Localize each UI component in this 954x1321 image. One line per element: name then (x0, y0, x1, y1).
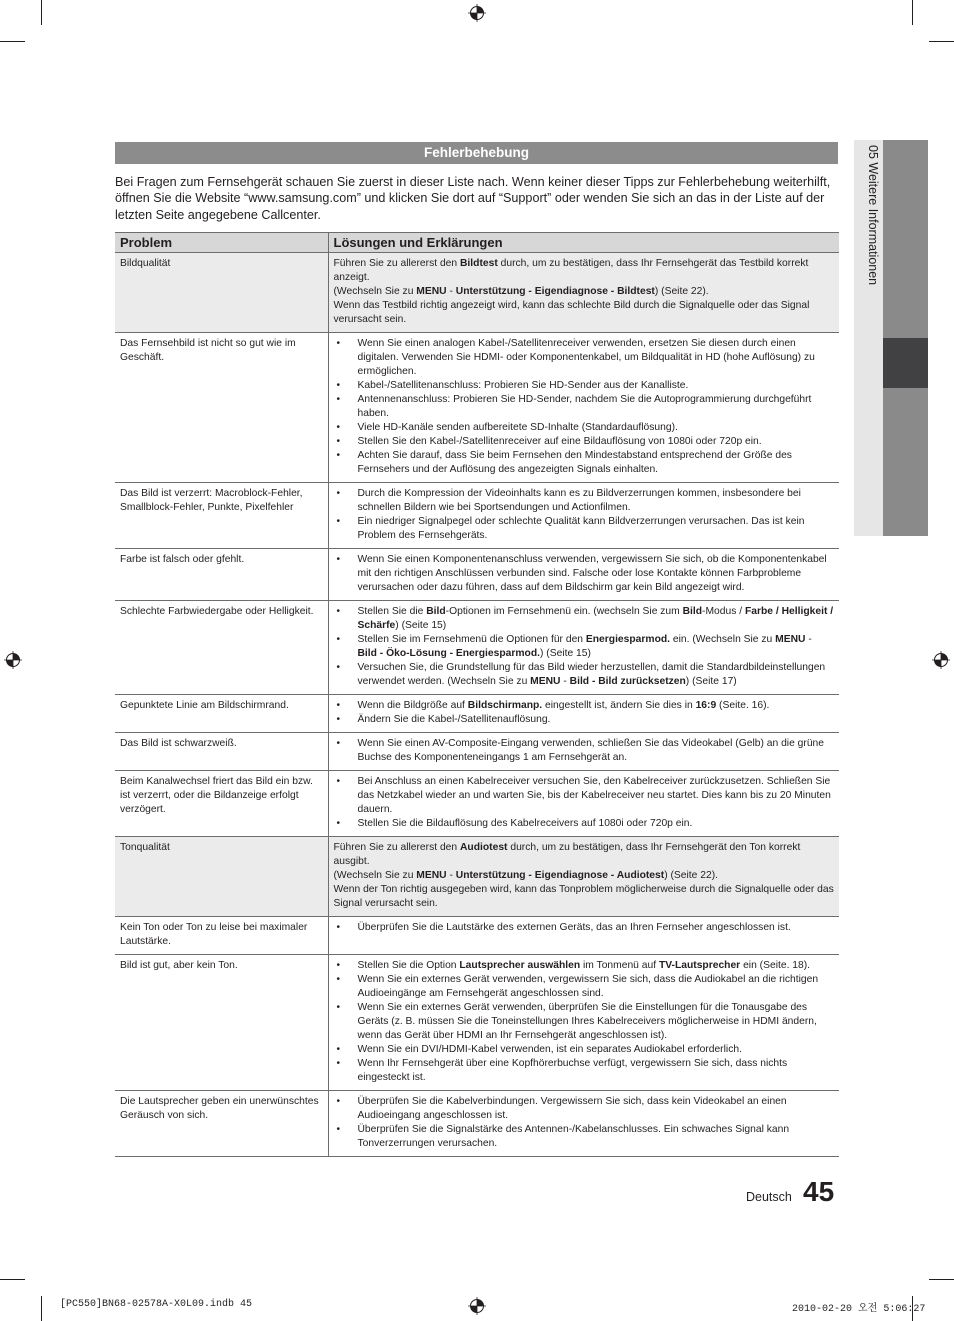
table-row (115, 917, 839, 955)
page-number: 45 (803, 1176, 835, 1207)
problem-cell: Bild ist gut, aber kein Ton. (115, 955, 328, 1091)
problem-cell: Kein Ton oder Ton zu leise bei maximaler Lautstärke. (115, 917, 328, 955)
solution-paragraph: Führen Sie zu allererst den Bildtest durch, um zu bestätigen, dass Ihr Fernsehgerät das Testbild korrekt anzeigt. (333, 258, 809, 283)
solution-cell (328, 917, 839, 955)
solution-list-item: • Stellen Sie den Kabel-/Satellitenreceiver auf eine Bildauflösung von 1080i oder 720p ein. (334, 435, 835, 449)
solution-cell (328, 549, 839, 601)
registration-mark-icon (468, 4, 486, 22)
solution-paragraph: Führen Sie zu allererst den Audiotest durch, um zu bestätigen, dass Ihr Fernsehgerät den Ton korrekt ausgibt. (333, 842, 801, 867)
solution-list (334, 337, 835, 477)
problem-cell: Bildqualität (115, 253, 328, 333)
solution-list-item: • Wenn Sie ein DVI/HDMI-Kabel verwenden, ist ein separates Audiokabel erforderlich. (334, 1043, 835, 1057)
solution-list (334, 1095, 835, 1151)
table-row (115, 771, 839, 837)
solution-list-item: • Ein niedriger Signalpegel oder schlechte Qualität kann Bildverzerrungen verursachen. Das ist kein Problem des Fernsehgeräts. (334, 515, 835, 543)
chapter-tab-active-marker (883, 338, 928, 388)
solution-list-item: • Überprüfen Sie die Lautstärke des externen Geräts, das an Ihren Fernseher angeschlossen ist. (334, 921, 835, 935)
solution-paragraph: (Wechseln Sie zu MENU - Unterstützung - Eigendiagnose - Audiotest) (Seite 22). (333, 870, 718, 881)
solution-list-item: • Bei Anschluss an einen Kabelreceiver versuchen Sie, den Kabelreceiver zurückzusetzen. Schließen Sie das Netzkabel wieder an und warten Sie, bis der Kabelreceiver neu startet. Dies kann bis zu 20 Minuten dauern. (334, 775, 835, 817)
table-row (115, 483, 839, 549)
solution-cell (328, 771, 839, 837)
solution-list-item: • Überprüfen Sie die Signalstärke des Antennen-/Kabelanschlusses. Ein schwaches Signal kann Tonverzerrungen verursachen. (334, 1123, 835, 1151)
solution-cell (328, 601, 839, 695)
solution-list-item: • Kabel-/Satellitenanschluss: Probieren Sie HD-Sender aus der Kanalliste. (334, 379, 835, 393)
solution-list-item: • Stellen Sie die Option Lautsprecher auswählen im Tonmenü auf TV-Lautsprecher ein (Seite. 18). (334, 959, 835, 973)
crop-mark (929, 41, 954, 42)
problem-cell: Das Bild ist verzerrt: Macroblock-Fehler, Smallblock-Fehler, Punkte, Pixelfehler (115, 483, 328, 549)
solution-list-item: • Ändern Sie die Kabel-/Satellitenauflösung. (334, 713, 835, 727)
solution-list (334, 737, 835, 765)
solution-cell (328, 333, 839, 483)
solution-list (334, 959, 835, 1085)
table-body (115, 253, 839, 1157)
solution-list-item: • Wenn Sie einen AV-Composite-Eingang verwenden, schließen Sie das Videokabel (Gelb) an die grüne Buchse des Komponenteneingangs 1 am Fernsehgerät an. (334, 737, 835, 765)
solution-list-item: • Wenn Ihr Fernsehgerät über eine Kopfhörerbuchse verfügt, vergewissern Sie sich, dass nichts eingesteckt ist. (334, 1057, 835, 1085)
problem-cell: Beim Kanalwechsel friert das Bild ein bzw. ist verzerrt, oder die Bildanzeige erfolgt verzögert. (115, 771, 328, 837)
solution-cell (328, 253, 839, 333)
solution-list-item: • Versuchen Sie, die Grundstellung für das Bild wieder herzustellen, damit die Standardbildeinstellungen verwendet werden. (Wechseln Sie zu MENU - Bild - Bild zurücksetzen) (Seite 17) (334, 661, 835, 689)
solution-paragraph: Wenn das Testbild richtig angezeigt wird, kann das schlechte Bild durch die Signalquelle oder das Signal verursacht sein. (333, 300, 810, 325)
solution-list-item: • Überprüfen Sie die Kabelverbindungen. Vergewissern Sie sich, dass kein Videokabel an einen Audioeingang angeschlossen ist. (334, 1095, 835, 1123)
solution-cell (328, 837, 839, 917)
solution-list-item: • Achten Sie darauf, dass Sie beim Fernsehen den Mindestabstand entsprechend der Größe des Fernsehers und der Auflösung des angezeigten Signals einhalten. (334, 449, 835, 477)
problem-cell: Gepunktete Linie am Bildschirmrand. (115, 695, 328, 733)
table-row (115, 333, 839, 483)
footer-language: Deutsch (746, 1190, 792, 1204)
solution-list-item: • Stellen Sie die Bild-Optionen im Fernsehmenü ein. (wechseln Sie zum Bild-Modus / Farbe / Helligkeit / Schärfe) (Seite 15) (334, 605, 835, 633)
section-title: Fehlerbehebung (115, 142, 838, 164)
problem-cell: Schlechte Farbwiedergabe oder Helligkeit. (115, 601, 328, 695)
table-header-row (115, 233, 839, 253)
table-row (115, 837, 839, 917)
column-header-problem: Problem (115, 233, 328, 253)
solution-cell (328, 955, 839, 1091)
solution-list (334, 775, 835, 831)
solution-list (334, 921, 835, 935)
crop-mark (912, 0, 913, 25)
intro-paragraph: Bei Fragen zum Fernsehgerät schauen Sie zuerst in dieser Liste nach. Wenn keiner dieser Tipps zur Fehlerbehebung weiterhilft, öffnen Sie die Website “www.samsung.com” und klicken Sie dort auf “Support” oder wenden Sie sich an das in der Liste auf der letzten Seite angegebene Callcenter. (115, 175, 831, 222)
registration-mark-icon (4, 651, 22, 669)
table-row (115, 695, 839, 733)
registration-mark-icon (468, 1297, 486, 1315)
table-row (115, 253, 839, 333)
print-slug-file: [PC550]BN68-02578A-X0L09.indb 45 (60, 1299, 253, 1310)
crop-mark (41, 1296, 42, 1321)
solution-paragraph: Wenn der Ton richtig ausgegeben wird, kann das Tonproblem möglicherweise durch die Signalquelle oder das Signal verursacht sein. (333, 884, 834, 909)
solution-list-item: • Durch die Kompression der Videoinhalts kann es zu Bildverzerrungen kommen, insbesondere bei schnellen Bildern wie bei Sportsendungen und Actionfilmen. (334, 487, 835, 515)
solution-paragraph: (Wechseln Sie zu MENU - Unterstützung - Eigendiagnose - Bildtest) (Seite 22). (333, 286, 709, 297)
crop-mark (0, 41, 25, 42)
solution-list-item: • Wenn Sie einen analogen Kabel-/Satellitenreceiver verwenden, ersetzen Sie diesen durch einen digitalen. Verwenden Sie HDMI- oder Komponentenkabel, um Bildqualität in HD (hohe Auflösung) zu ermöglichen. (334, 337, 835, 379)
crop-mark (929, 1279, 954, 1280)
solution-list (334, 553, 835, 595)
crop-mark (0, 1279, 25, 1280)
solution-list-item: • Wenn Sie einen Komponentenanschluss verwenden, vergewissern Sie sich, ob die Komponentenkabel mit den richtigen Anschlüssen verbunden sind. Falsche oder lose Kontakte können Farbprobleme verursachen oder dazu führen, dass auf dem Bildschirm gar kein Bild angezeigt wird. (334, 553, 835, 595)
solution-cell (328, 1091, 839, 1157)
solution-list-item: • Wenn Sie ein externes Gerät verwenden, überprüfen Sie die Einstellungen für die Tonausgabe des Geräts (z. B. müssen Sie die Toneinstellungen Ihres Kabelreceivers möglicherweise in HDMI ändern, wenn das Gerät über HDMI an Ihr Fernsehgerät angeschlossen ist). (334, 1001, 835, 1043)
solution-list-item: • Antennenanschluss: Probieren Sie HD-Sender, nachdem Sie die Autoprogrammierung durchgeführt haben. (334, 393, 835, 421)
crop-mark (41, 0, 42, 25)
problem-cell: Die Lautsprecher geben ein unerwünschtes Geräusch von sich. (115, 1091, 328, 1157)
table-row (115, 1091, 839, 1157)
problem-cell: Das Bild ist schwarzweiß. (115, 733, 328, 771)
solution-cell (328, 695, 839, 733)
solution-list-item: • Stellen Sie im Fernsehmenü die Optionen für den Energiesparmod. ein. (Wechseln Sie zu MENU - Bild - Öko-Lösung - Energiesparmod.) (Seite 15) (334, 633, 835, 661)
chapter-tab-label: 05 Weitere Informationen (866, 145, 880, 286)
solution-list-item: • Wenn die Bildgröße auf Bildschirmanp. eingestellt ist, ändern Sie dies in 16:9 (Seite. 16). (334, 699, 835, 713)
solution-list-item: • Viele HD-Kanäle senden aufbereitete SD-Inhalte (Standardauflösung). (334, 421, 835, 435)
column-header-solution: Lösungen und Erklärungen (328, 233, 839, 253)
problem-cell: Tonqualität (115, 837, 328, 917)
registration-mark-icon (932, 651, 950, 669)
problem-cell: Farbe ist falsch oder gfehlt. (115, 549, 328, 601)
table-row (115, 549, 839, 601)
solution-list (334, 487, 835, 543)
solution-list (334, 605, 835, 689)
solution-cell (328, 483, 839, 549)
table-row (115, 955, 839, 1091)
print-slug-timestamp: 2010-02-20 오전 5:06:27 (792, 1304, 926, 1315)
solution-list-item: • Stellen Sie die Bildauflösung des Kabelreceivers auf 1080i oder 720p ein. (334, 817, 835, 831)
table-row (115, 733, 839, 771)
problem-cell: Das Fernsehbild ist nicht so gut wie im Geschäft. (115, 333, 328, 483)
solution-list-item: • Wenn Sie ein externes Gerät verwenden, vergewissern Sie sich, dass die Audiokabel an die richtigen Audioeingänge am Fernsehgerät angeschlossen sind. (334, 973, 835, 1001)
table-row (115, 601, 839, 695)
solution-list (334, 699, 835, 727)
solution-cell (328, 733, 839, 771)
troubleshooting-table (115, 232, 839, 1157)
